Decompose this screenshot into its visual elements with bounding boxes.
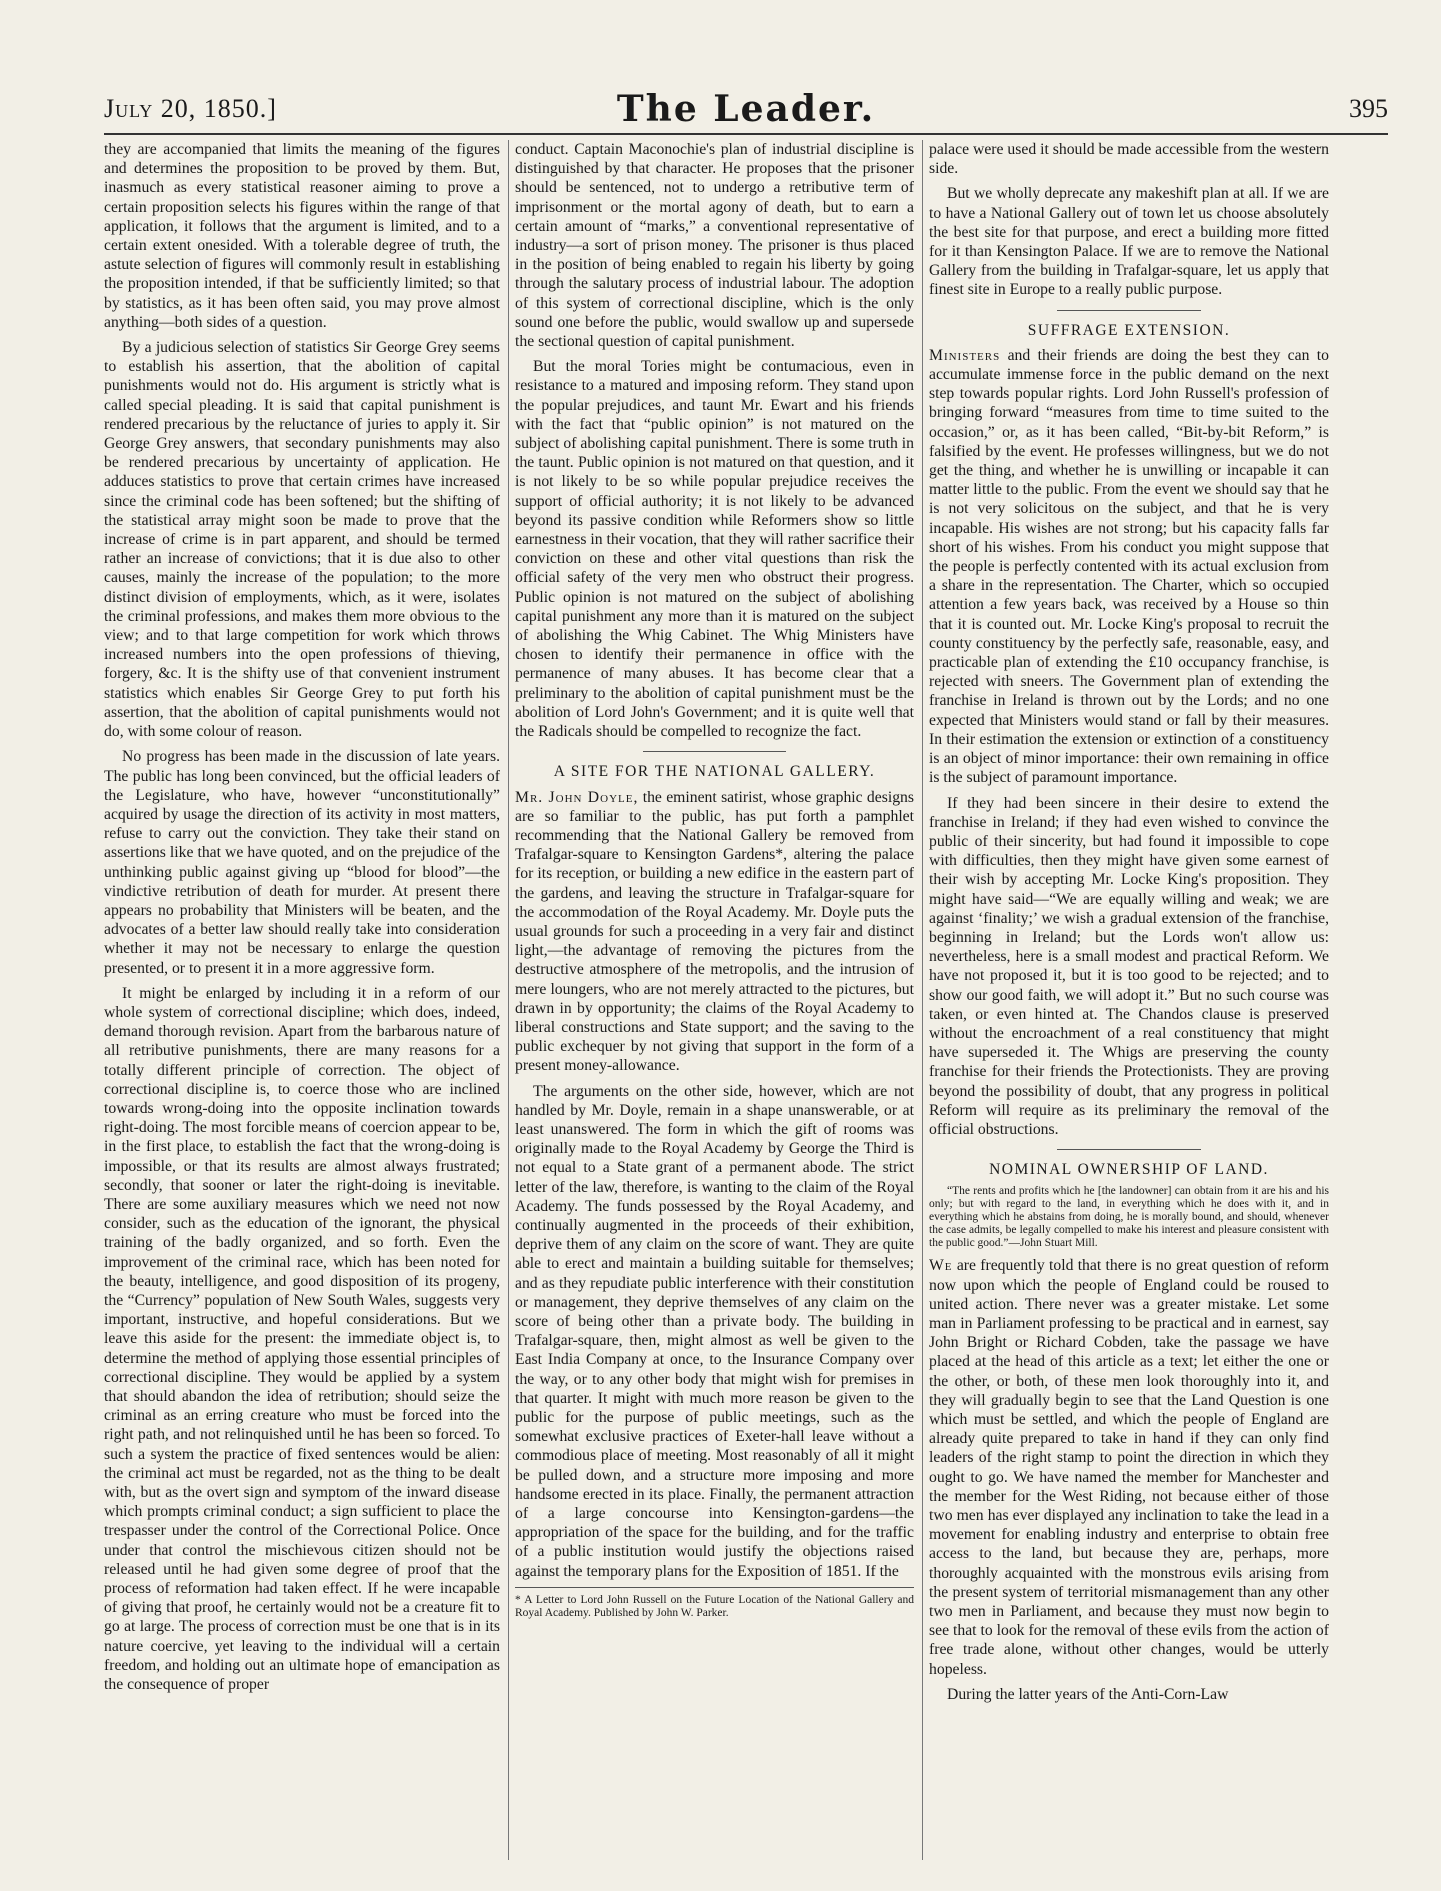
col3-article-lead [929,346,1329,788]
col2-paragraph: But the moral Tories might be contumacious, even in resistance to a matured and imposing reform. They stand upon the popular prejudices, and taunt Mr. Ewart and his friends with the fact that “public opinion” is not matured on the subject of abolishing capital punishment. There is some truth in the taunt. Public opinion is not matured on that question, and it is not likely to be so while popular prejudice receives the support of official authority; it is not likely to be advanced beyond its passive condition while Reformers show so little earnestness in their vocation, that they will rather sacrifice their conviction on these and other vital questions than risk the official safety of the very men who obstruct their progress. Public opinion is not matured on the subject of abolishing capital punishment any more than it is matured on the subject of abolishing the Whig Cabinet. The Whig Ministers have chosen to identify their permanence in office with the permanence of many abuses. It has become clear that a preliminary to the abolition of capital punishment must be the abolition of Lord John's Government; and it is quite well that the Radicals should be compelled to recognize the fact. [515,358,914,741]
lead-text: are frequently told that there is no great question of reform now upon which the people of England could be roused to united action. There never was a greater mistake. Let some man in Parliament professing to be practical and in earnest, say John Bright or Richard Cobden, take the passage we have placed at the head of this article as a text; let either the one or the other, or both, of these men look thoroughly into it, and they will gradually begin to see that the Land Question is one which must be settled, and which the people of England are already quite prepared to take in hand if they can only find leaders of the right stamp to point the direction in which they ought to go. We have named the member for Manchester and the member for the West Riding, not because either of those two men has ever displayed any inclination to take the lead in a movement for enabling industry and enterprise to obtain free access to the land, but because they are, perhaps, more thoroughly acquainted with the monstrous evils arising from the present system of territorial mismanagement than any other two men in Parliament, and because they must now begin to see that to look for the removal of these evils from the action of free trade alone, without other changes, would be utterly hopeless. [929,1257,1329,1678]
footnote: * A Letter to Lord John Russell on the Future Location of the National Gallery and Royal Academy. Published by John W. Parker. [515,1587,914,1620]
column-1 [104,140,500,1860]
masthead-rule [104,133,1388,135]
column-2 [515,140,914,1860]
section-divider [1057,1149,1201,1150]
col3-article-lead [929,1256,1329,1678]
epigraph: “The rents and profits which he [the landowner] can obtain from it are his and his only; but with regard to the land, in everything which he does with it, and in everything which he abstains from doing, he is morally bound, and should, whenever the case admits, be legally compelled to make his interest and pleasure consistent with the public good.”—John Stuart Mill. [929,1185,1329,1250]
column-3 [929,140,1329,1860]
col3-paragraph: palace were used it should be made accessible from the western side. [929,141,1329,178]
col1-paragraph: they are accompanied that limits the meaning of the figures and determines the proposition to be proved by them. But, inasmuch as every statistical reasoner aiming to prove a certain proposition selects his figures within the range of that application, it follows that the argument is limited, and to a certain extent onesided. With a tolerable degree of truth, the astute selection of figures will commonly result in establishing the proposition intended, if that be sufficiently limited; so that by statistics, as it has been often said, you may prove almost anything—both sides of a question. [104,141,500,331]
lead-text: the eminent satirist, whose graphic designs are so familiar to the public, has put forth a pamphlet recommending that the National Gallery be removed from Trafalgar-square to Kensington Gardens*, altering the palace for its reception, or building a new edifice in the eastern part of the gardens, and leaving the structure in Trafalgar-square for the accommodation of the Royal Academy. Mr. Doyle puts the usual grounds for such a proceeding in a very fair and distinct light,—the advantage of removing the pictures from the destructive atmosphere of the metropolis, and the intrusion of mere loungers, who are not merely attracted to the pictures, but drawn in by opportunity; the claims of the Royal Academy to liberal constructions and State support; and the saving to the public exchequer by not giving that support in the form of a present money-allowance. [515,788,914,1075]
col1-paragraph: It might be enlarged by including it in a reform of our whole system of correctional discipline; which does, indeed, demand thorough revision. Apart from the barbarous nature of all retributive punishments, there are many reasons for a totally different principle of correction. The object of correctional discipline is, to coerce those who are inclined towards wrong-doing into the opposite inclination towards right-doing. The most forcible means of coercion appear to be, in the first place, to establish the fact that the wrong-doing is impossible, or that its results are almost always frustrated; secondly, that sooner or later the right-doing is inevitable. There are some auxiliary measures which we need not now consider, such as the education of the ignorant, the physical training of the badly organized, and so forth. Even the improvement of the criminal race, which has been noted for the beauty, intelligence, and good disposition of its progeny, the “Currency” population of New South Wales, suggests very important, instructive, and hopeful considerations. But we leave this aside for the present: the immediate object is, to determine the method of applying those essential principles of correctional discipline. They would be applied by a system that should abandon the idea of retribution; should seize the criminal as an erring creature who must be forced into the right path, and not relinquished until he has been so forced. To such a system the practice of fixed sentences would be alien: the criminal act must be regarded, not as the thing to be dealt with, but as the overt sign and symptom of the inward disease which prompts criminal conduct; a sign sufficient to place the trespasser under the control of the Correctional Police. Once under that control the mischievous citizen should not be released until he had given some degree of proof that the process of reformation had taken effect. If he were incapable of giving that proof, he certainly would not be a creature fit to go at large. The process of correction must be one that is in its nature coercive, yet leaving to the individual will a certain freedom, and holding out an ultimate hope of emancipation as the consequence of proper [104,984,500,1694]
issue-date: July 20, 1850.] [104,94,277,123]
col2-paragraph: conduct. Captain Maconochie's plan of industrial discipline is distinguished by that character. He proposes that the prisoner should be sentenced, not to undergo a retributive term of imprisonment or the mortal agony of death, but to earn a certain amount of “marks,” a conventional representative of industry—a sort of prison money. The prisoner is thus placed in the position of being enabled to regain his liberty by going through the salutary process of industrial labour. The adoption of this system of correctional discipline, which is the only sound one before the public, would swallow up and supersede the sectional question of capital punishment. [515,141,914,351]
newspaper-title: The Leader. [616,88,876,130]
lead-smallcaps: We [929,1257,953,1275]
col3-paragraph: But we wholly deprecate any makeshift plan at all. If we are to have a National Gallery out of town let us choose absolutely the best site for that purpose, and erect a building more fitted for it than Kensington Palace. If we are to remove the National Gallery from the building in Trafalgar-square, let us apply that finest site in Europe to a really public purpose. [929,185,1329,299]
column-rule-2 [922,140,923,1860]
article-heading-land: NOMINAL OWNERSHIP OF LAND. [989,1161,1269,1179]
col3-paragraph: During the latter years of the Anti-Corn-Law [947,1685,1229,1703]
col2-article-lead [515,788,914,1076]
article-heading-suffrage: SUFFRAGE EXTENSION. [1027,321,1231,339]
section-divider [643,751,787,752]
page-number: 395 [1349,94,1388,123]
col2-paragraph: The arguments on the other side, however, which are not handled by Mr. Doyle, remain in a shape unanswerable, or at least unanswered. The form in which the gift of rooms was originally made to the Royal Academy by George the Third is not equal to a State grant of a permanent abode. The strict letter of the law, therefore, is wanting to the claim of the Royal Academy. The funds possessed by the Royal Academy, and continually augmented in the proceeds of their exhibition, deprive them of any claim on the score of want. They are quite able to erect and maintain a building suitable for themselves; and as they repudiate public interference with their constitution or management, they deprive themselves of any claim on the score of being other than a private body. The building in Trafalgar-square, then, might almost as well be given to the East India Company at once, to the Insurance Company over the way, or to any other body that might wish for premises in that quarter. It might with much more reason be given to the public for the purpose of public meetings, such as the somewhat exclusive practices of Exeter-hall leave without a commodious place of meeting. Most reasonably of all it might be pulled down, and a structure more imposing and more handsome erected in its place. Finally, the permanent attraction of a large concourse into Kensington-gardens—the appropriation of the space for the building, and for the traffic of a public institution would justify the objections raised against the temporary plans for the Exposition of 1851. If the [515,1082,914,1580]
col1-paragraph: No progress has been made in the discussion of late years. The public has long been convinced, but the official leaders of the Legislature, who have, however “unconstitutionally” acquired by usage the direction of its activity in most matters, refuse to carry out the conviction. They take their stand on assertions like that we have quoted, and on the prejudice of the unthinking public against giving up “blood for blood”—the vindictive retribution of death for murder. At present there appears no probability that Ministers will be beaten, and the advocates of a better law should really take into consideration whether it may not be necessary to enlarge the question presented, or to present it in a more aggressive form. [104,748,500,977]
col3-paragraph: If they had been sincere in their desire to extend the franchise in Ireland; if they had even wished to convince the public of their sincerity, but had found it impossible to cope with difficulties, then they might have given some earnest of their wish by accepting Mr. Locke King's proposition. They might have said—“We are equally willing and weak; we are against ‘finality;’ we wish a gradual extension of the franchise, beginning in Ireland; but the Lords won't allow us: nevertheless, here is a small modest and practical Reform. We have not proposed it, but it is too good to be rejected; and to show our good faith, we will adopt it.” But no such course was taken, or even hinted at. The Chandos clause is preserved without the encroachment of a real constituency that might have superseded it. The Whigs are preserving the county franchise for their friends the Protectionists. They are proving beyond the possibility of doubt, that any progress in political Reform will require as its preliminary the removal of the official obstructions. [929,794,1329,1138]
column-rule-1 [508,140,509,1860]
masthead [104,88,1388,128]
col1-paragraph: By a judicious selection of statistics Sir George Grey seems to establish his assertion, that the abolition of capital punishments would not do. His argument is strictly what is called special pleading. It is said that capital punishment is rendered precarious by the reluctance of juries to apply it. Sir George Grey answers, that secondary punishments may also be rendered precarious by uncertainty of application. He adduces statistics to prove that certain crimes have increased since the criminal code has been softened; but the shifting of the statistical array might soon be made to prove that the increase of crime is in part apparent, and should be termed rather an increase of convictions; that it is due also to other causes, mainly the increase of the population; to the more distinct division of employments, which, as it were, isolates the criminal professions, and makes them more obvious to the view; and to that large competition for work which throws increased numbers into the open professions of thieving, forgery, &c. It is the shifty use of that convenient instrument statistics which enables Sir George Grey to put forth his assertion, that the abolition of capital punishments would not do, with some colour of reason. [104,339,500,741]
section-divider [1057,310,1201,311]
article-heading-national-gallery: A SITE FOR THE NATIONAL GALLERY. [553,763,876,781]
lead-smallcaps: Mr. John Doyle, [515,788,639,806]
lead-text: and their friends are doing the best they can to accumulate immense force in the public demand on the next step towards popular rights. Lord John Russell's profession of bringing forward “measures from time to time suited to the occasion,” or, as it has been called, “Bit-by-bit Reform,” is falsified by the event. He professes willingness, but we do not get the thing, and whether he is unwilling or incapable it can matter little to the public. From the event we should say that he is not very solicitous on the subject, and that he is very incapable. His wishes are not strong; but his capacity falls far short of his wishes. From his conduct you might suppose that the people is perfectly contented with its actual exclusion from a share in the representation. The Charter, which so occupied attention a few years back, was received by a House so thin that it is counted out. Mr. Locke King's proposal to recruit the county constituency by the perfectly safe, reasonable, easy, and practicable plan of extending the £10 occupancy franchise, is rejected with sneers. The Government plan of extending the franchise in Ireland is thrown out by the Lords; and no one expected that Ministers would stand or fall by their measures. In their estimation the extension or extinction of a constituency is an object of minor importance: their own remaining in office is the subject of paramount importance. [929,346,1329,787]
lead-smallcaps: Ministers [929,346,1001,364]
